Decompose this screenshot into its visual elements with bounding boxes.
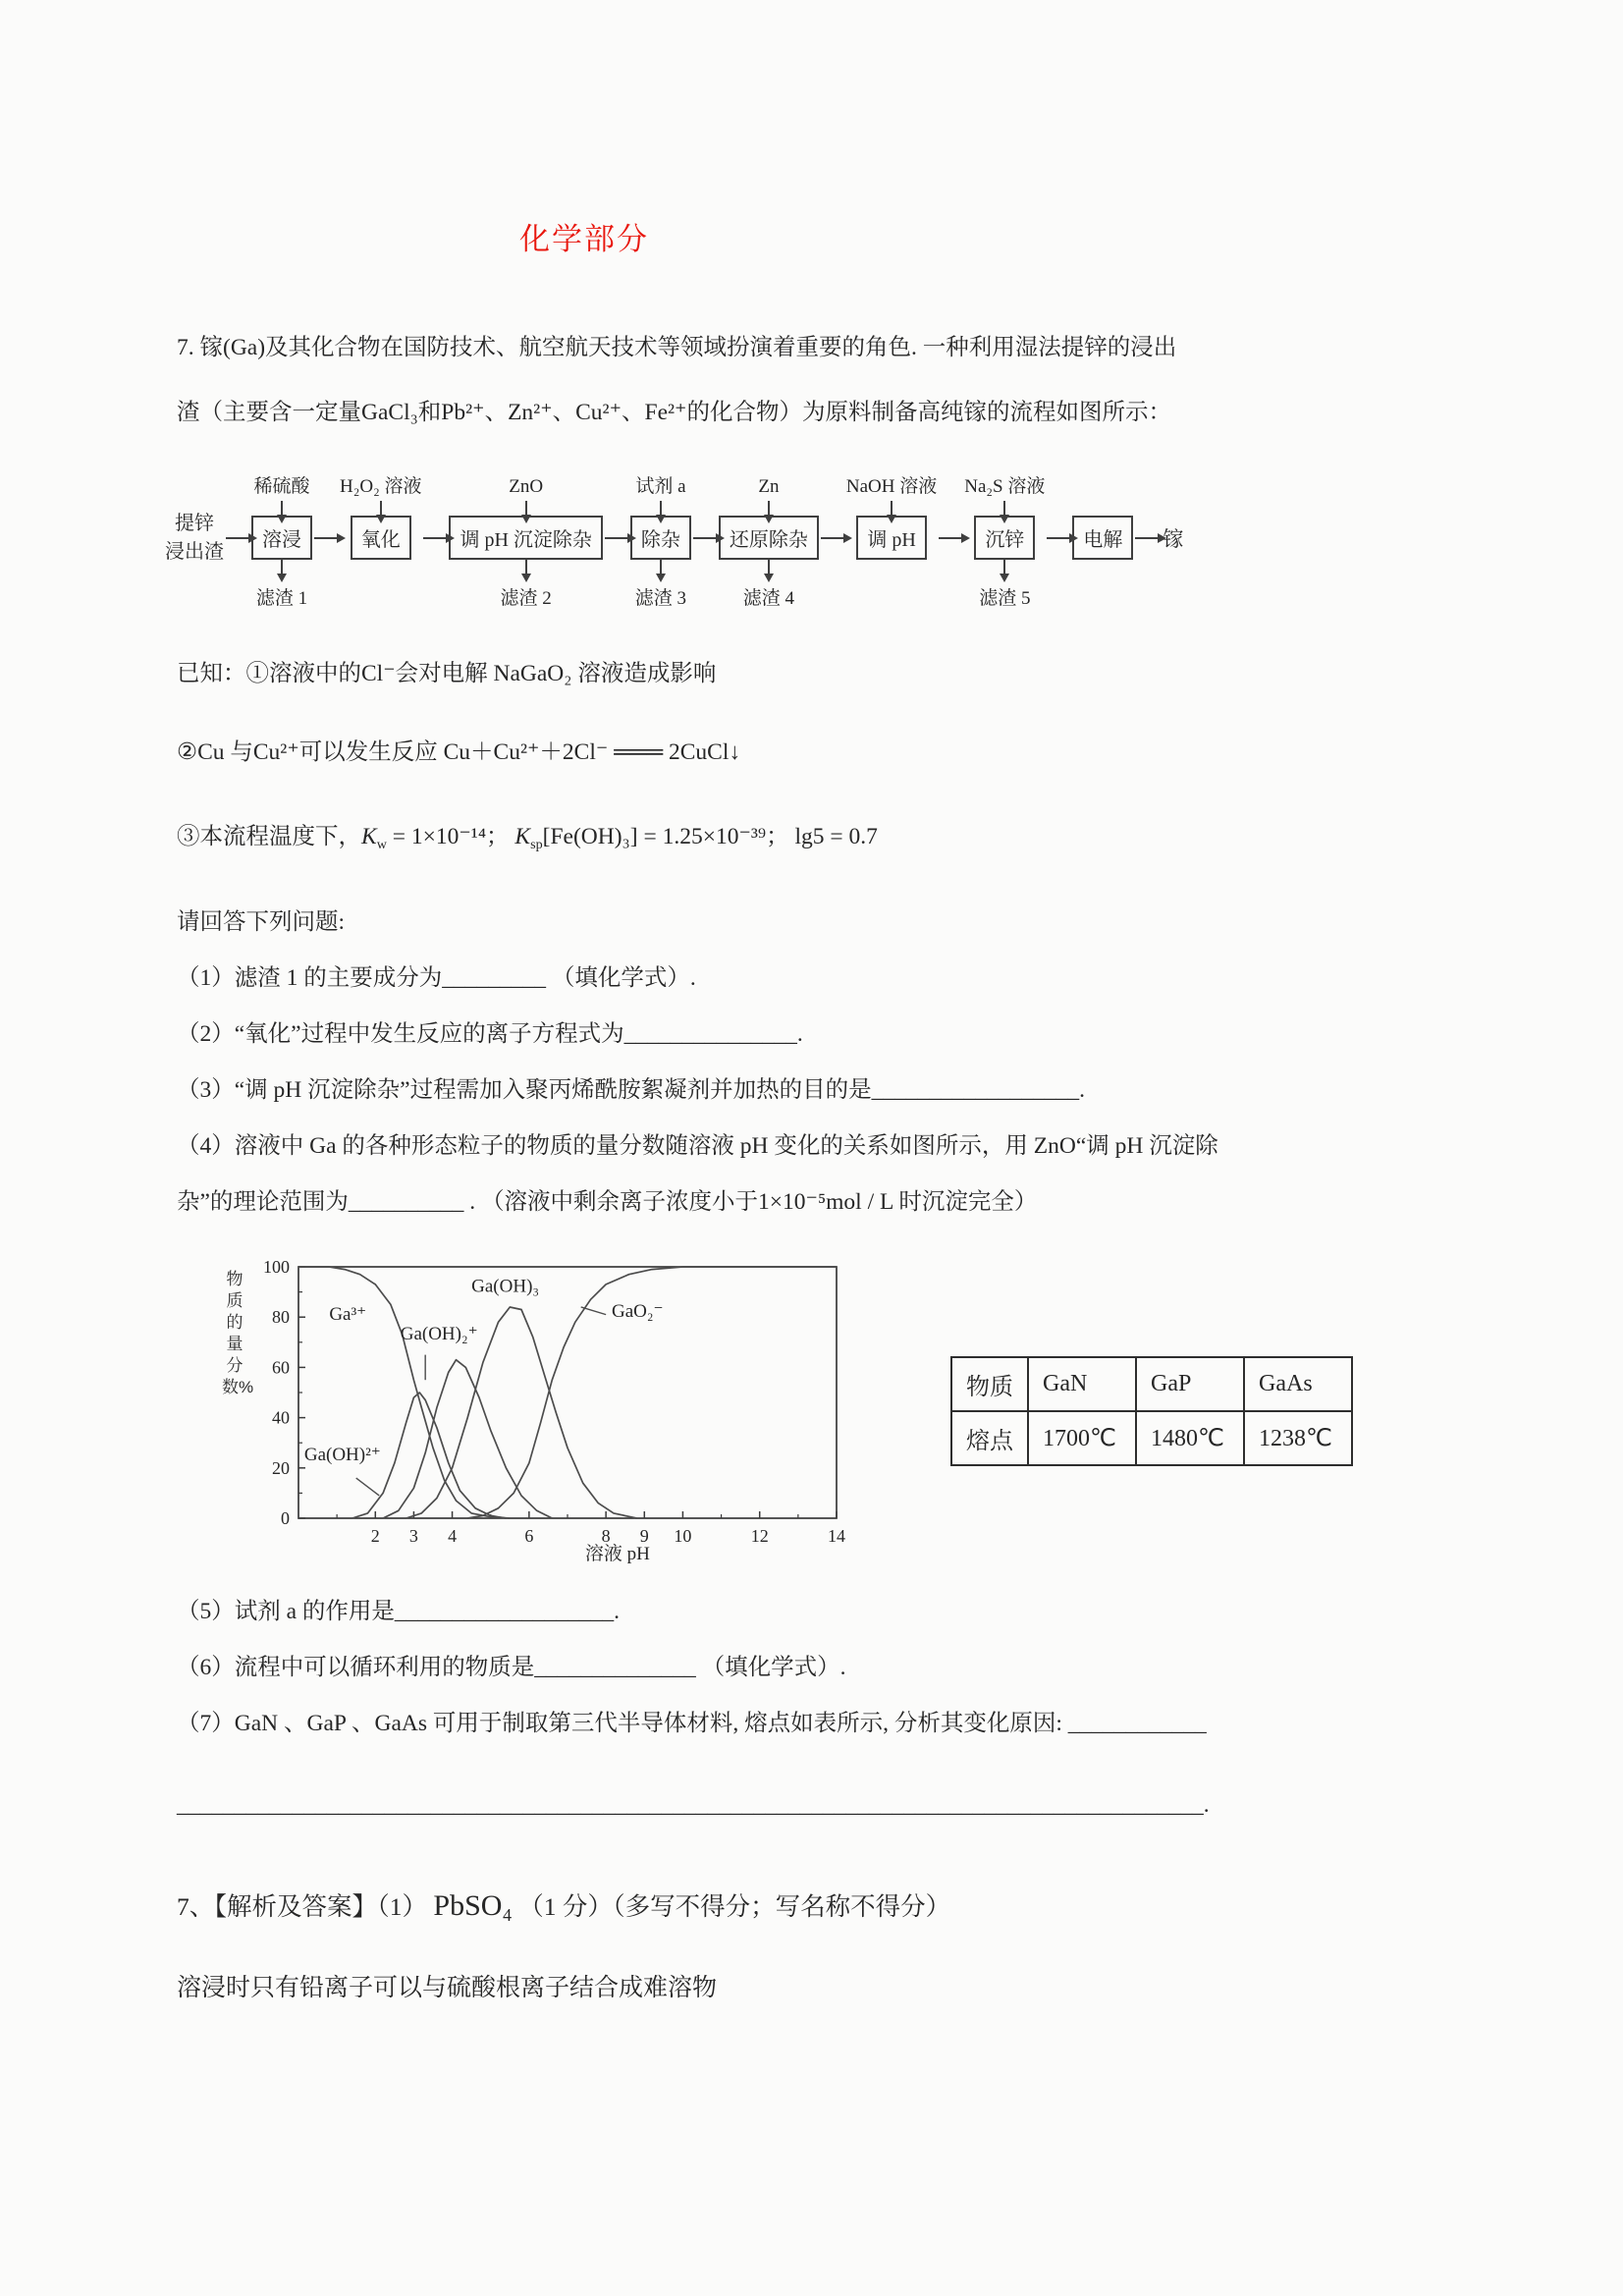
down-arrow-icon xyxy=(525,501,527,516)
table-row xyxy=(951,1357,1352,1411)
curve-Ga(OH)₂⁺ xyxy=(383,1360,552,1518)
flow-step-electrolysis xyxy=(1072,455,1133,621)
series-label: GaO₂⁻ xyxy=(612,1301,664,1323)
flow-reagent-label: NaOH 溶液 xyxy=(845,476,938,497)
down-arrow-icon xyxy=(380,501,382,516)
right-arrow-icon xyxy=(1047,537,1070,539)
flow-step-box: 溶浸 xyxy=(251,516,312,560)
subquestion-6: （6）流程中可以循环利用的物质是______________ （填化学式）. xyxy=(177,1654,846,1680)
flow-output-label: 镓 xyxy=(1163,526,1184,551)
right-arrow-icon xyxy=(693,537,717,539)
flow-reagent-label: Zn xyxy=(758,476,780,497)
flow-reagent-label: 试剂 a xyxy=(635,476,686,497)
flow-residue-label: 滤渣 5 xyxy=(979,588,1031,609)
series-label: Ga(OH)₂⁺ xyxy=(400,1324,478,1345)
series-label: Ga³⁺ xyxy=(329,1303,367,1325)
x-tick-label: 8 xyxy=(601,1525,611,1546)
flow-step-reduction xyxy=(719,455,819,621)
right-arrow-icon xyxy=(939,537,962,539)
table-cell: GaAs xyxy=(1244,1357,1352,1411)
answer-prompt: 请回答下列问题: xyxy=(177,908,346,935)
flow-residue-label: 滤渣 1 xyxy=(255,588,308,609)
flow-residue-label: 滤渣 2 xyxy=(500,588,552,609)
answer-line-2: 溶浸时只有铅离子可以与硫酸根离子结合成难溶物 xyxy=(177,1974,718,2001)
table-row xyxy=(951,1411,1352,1465)
question-stem-line-2: 渣（主要含一定量GaCl₃和Pb²⁺、Zn²⁺、Cu²⁺、Fe²⁺的化合物）为原料制备高纯镓的流程如图所示： xyxy=(177,400,1171,425)
question-stem-line-1: 7. 镓(Ga)及其化合物在国防技术、航空航天技术等领域扮演着重要的角色. 一种利用湿法提锌的浸出 xyxy=(177,335,1177,360)
flow-step-oxidation xyxy=(340,455,421,621)
known-conditions xyxy=(177,654,1476,853)
flow-step-box: 沉锌 xyxy=(974,516,1035,560)
flow-step-soaking xyxy=(251,455,312,621)
melting-point-table xyxy=(950,1356,1353,1466)
flow-step-box: 除杂 xyxy=(630,516,691,560)
down-arrow-icon xyxy=(1003,501,1005,516)
answer-formula: PbSO₄ xyxy=(433,1888,513,1922)
distribution-figure xyxy=(222,1253,848,1569)
label-pointer xyxy=(581,1307,606,1315)
x-tick-label: 9 xyxy=(639,1525,649,1546)
section-title: 化学部分 xyxy=(519,222,649,256)
subquestion-4-line-1: （4）溶液中 Ga 的各种形态粒子的物质的量分数随溶液 pH 变化的关系如图所示，用 ZnO“调 pH 沉淀除 xyxy=(177,1132,1218,1159)
subquestions-continued xyxy=(177,1592,1476,1819)
flow-step-adjust-ph-precipitate xyxy=(449,455,602,621)
x-tick-label: 12 xyxy=(750,1525,769,1546)
subquestion-4-line-2: 杂”的理论范围为__________ . （溶液中剩余离子浓度小于1×10⁻⁵mol / L 时沉淀完全） xyxy=(177,1188,1038,1215)
down-arrow-icon xyxy=(525,560,527,574)
table-cell: 1480℃ xyxy=(1136,1411,1244,1465)
x-tick-label: 4 xyxy=(448,1525,458,1546)
y-tick-label: 20 xyxy=(272,1457,290,1478)
flow-reagent-label: ZnO xyxy=(509,476,544,497)
right-arrow-icon xyxy=(821,537,844,539)
subquestion-2: （2）“氧化”过程中发生反应的离子方程式为_______________. xyxy=(177,1020,803,1047)
flow-residue-label: 滤渣 4 xyxy=(742,588,795,609)
down-arrow-icon xyxy=(1003,560,1005,574)
distribution-chart xyxy=(247,1253,848,1569)
answer-line-1: 7、【解析及答案】（1） PbSO₄ （1 分）（多写不得分；写名称不得分） xyxy=(177,1888,951,1922)
right-arrow-icon xyxy=(423,537,447,539)
down-arrow-icon xyxy=(768,501,770,516)
subquestion-5: （5）试剂 a 的作用是___________________. xyxy=(177,1598,621,1624)
down-arrow-icon xyxy=(660,560,662,574)
down-arrow-icon xyxy=(281,560,283,574)
known-item-1: 已知：①溶液中的Cl⁻会对电解 NaGaO₂ 溶液造成影响 xyxy=(177,661,717,686)
right-arrow-icon xyxy=(1135,537,1159,539)
y-tick-label: 100 xyxy=(263,1256,290,1277)
chart-y-axis-label: 物质的量分数% xyxy=(222,1269,254,1397)
x-tick-label: 14 xyxy=(828,1525,845,1546)
flow-reagent-label: 稀硫酸 xyxy=(253,476,310,497)
figure-row xyxy=(177,1253,1476,1569)
y-tick-label: 0 xyxy=(281,1507,290,1528)
subquestion-3: （3）“调 pH 沉淀除杂”过程需加入聚丙烯酰胺絮凝剂并加热的目的是__________________. xyxy=(177,1076,1085,1103)
question-stem xyxy=(177,315,1476,445)
flow-step-impurity-removal xyxy=(630,455,691,621)
flow-step-box: 调 pH 沉淀除杂 xyxy=(449,516,602,560)
right-arrow-icon xyxy=(605,537,628,539)
flow-step-zinc-precipitation xyxy=(964,455,1045,621)
down-arrow-icon xyxy=(891,501,893,516)
table-cell: 1700℃ xyxy=(1028,1411,1136,1465)
plot-frame xyxy=(298,1267,837,1518)
table-cell: 物质 xyxy=(951,1357,1028,1411)
flow-step-box: 氧化 xyxy=(351,516,411,560)
flow-reagent-label: Na₂S 溶液 xyxy=(964,476,1046,497)
process-flowchart xyxy=(165,455,1476,621)
flow-step-box: 还原除杂 xyxy=(719,516,819,560)
x-tick-label: 6 xyxy=(524,1525,534,1546)
right-arrow-icon xyxy=(226,537,249,539)
table-cell: 1238℃ xyxy=(1244,1411,1352,1465)
flow-step-box: 调 pH xyxy=(856,516,926,560)
down-arrow-icon xyxy=(281,501,283,516)
down-arrow-icon xyxy=(660,501,662,516)
subquestion-1: （1）滤渣 1 的主要成分为_________ （填化学式）. xyxy=(177,964,696,991)
series-label: Ga(OH)²⁺ xyxy=(303,1445,381,1466)
flow-step-box: 电解 xyxy=(1072,516,1133,560)
subquestion-7: （7）GaN 、GaP 、GaAs 可用于制取第三代半导体材料, 熔点如表所示, 分析其变化原因: ____________ xyxy=(177,1710,1207,1736)
known-item-3: ③本流程温度下，$K_w = 1\times 10^{-14}$； $K_{sp}[Fe(OH)_3] = 1.25\times 10^{-39}$； lg5 = 0.7 xyxy=(177,824,878,852)
y-tick-label: 80 xyxy=(272,1307,290,1328)
y-tick-label: 60 xyxy=(272,1357,290,1378)
known-item-2: ②Cu 与Cu²⁺可以发生反应 Cu＋Cu²⁺＋2Cl⁻ ═══ 2CuCl↓ xyxy=(177,739,741,765)
label-pointer xyxy=(356,1478,379,1496)
down-arrow-icon xyxy=(768,560,770,574)
subquestion-7-continuation: _________________________________________________________________________________________. xyxy=(177,1791,1210,1818)
series-label: Ga(OH)₃ xyxy=(471,1276,540,1297)
table-cell: 熔点 xyxy=(951,1411,1028,1465)
x-tick-label: 10 xyxy=(674,1525,692,1546)
flow-input-label: 提锌 浸出渣 xyxy=(165,512,224,563)
right-arrow-icon xyxy=(314,537,338,539)
subquestions xyxy=(177,958,1476,1216)
x-tick-label: 2 xyxy=(370,1525,380,1546)
x-axis-label: 溶液 pH xyxy=(584,1543,650,1564)
flow-step-adjust-ph xyxy=(846,455,937,621)
table-cell: GaN xyxy=(1028,1357,1136,1411)
x-tick-label: 3 xyxy=(408,1525,418,1546)
flow-residue-label: 滤渣 3 xyxy=(634,588,687,609)
flow-reagent-label: H₂O₂ 溶液 xyxy=(340,476,422,497)
y-tick-label: 40 xyxy=(272,1407,290,1428)
table-cell: GaP xyxy=(1136,1357,1244,1411)
